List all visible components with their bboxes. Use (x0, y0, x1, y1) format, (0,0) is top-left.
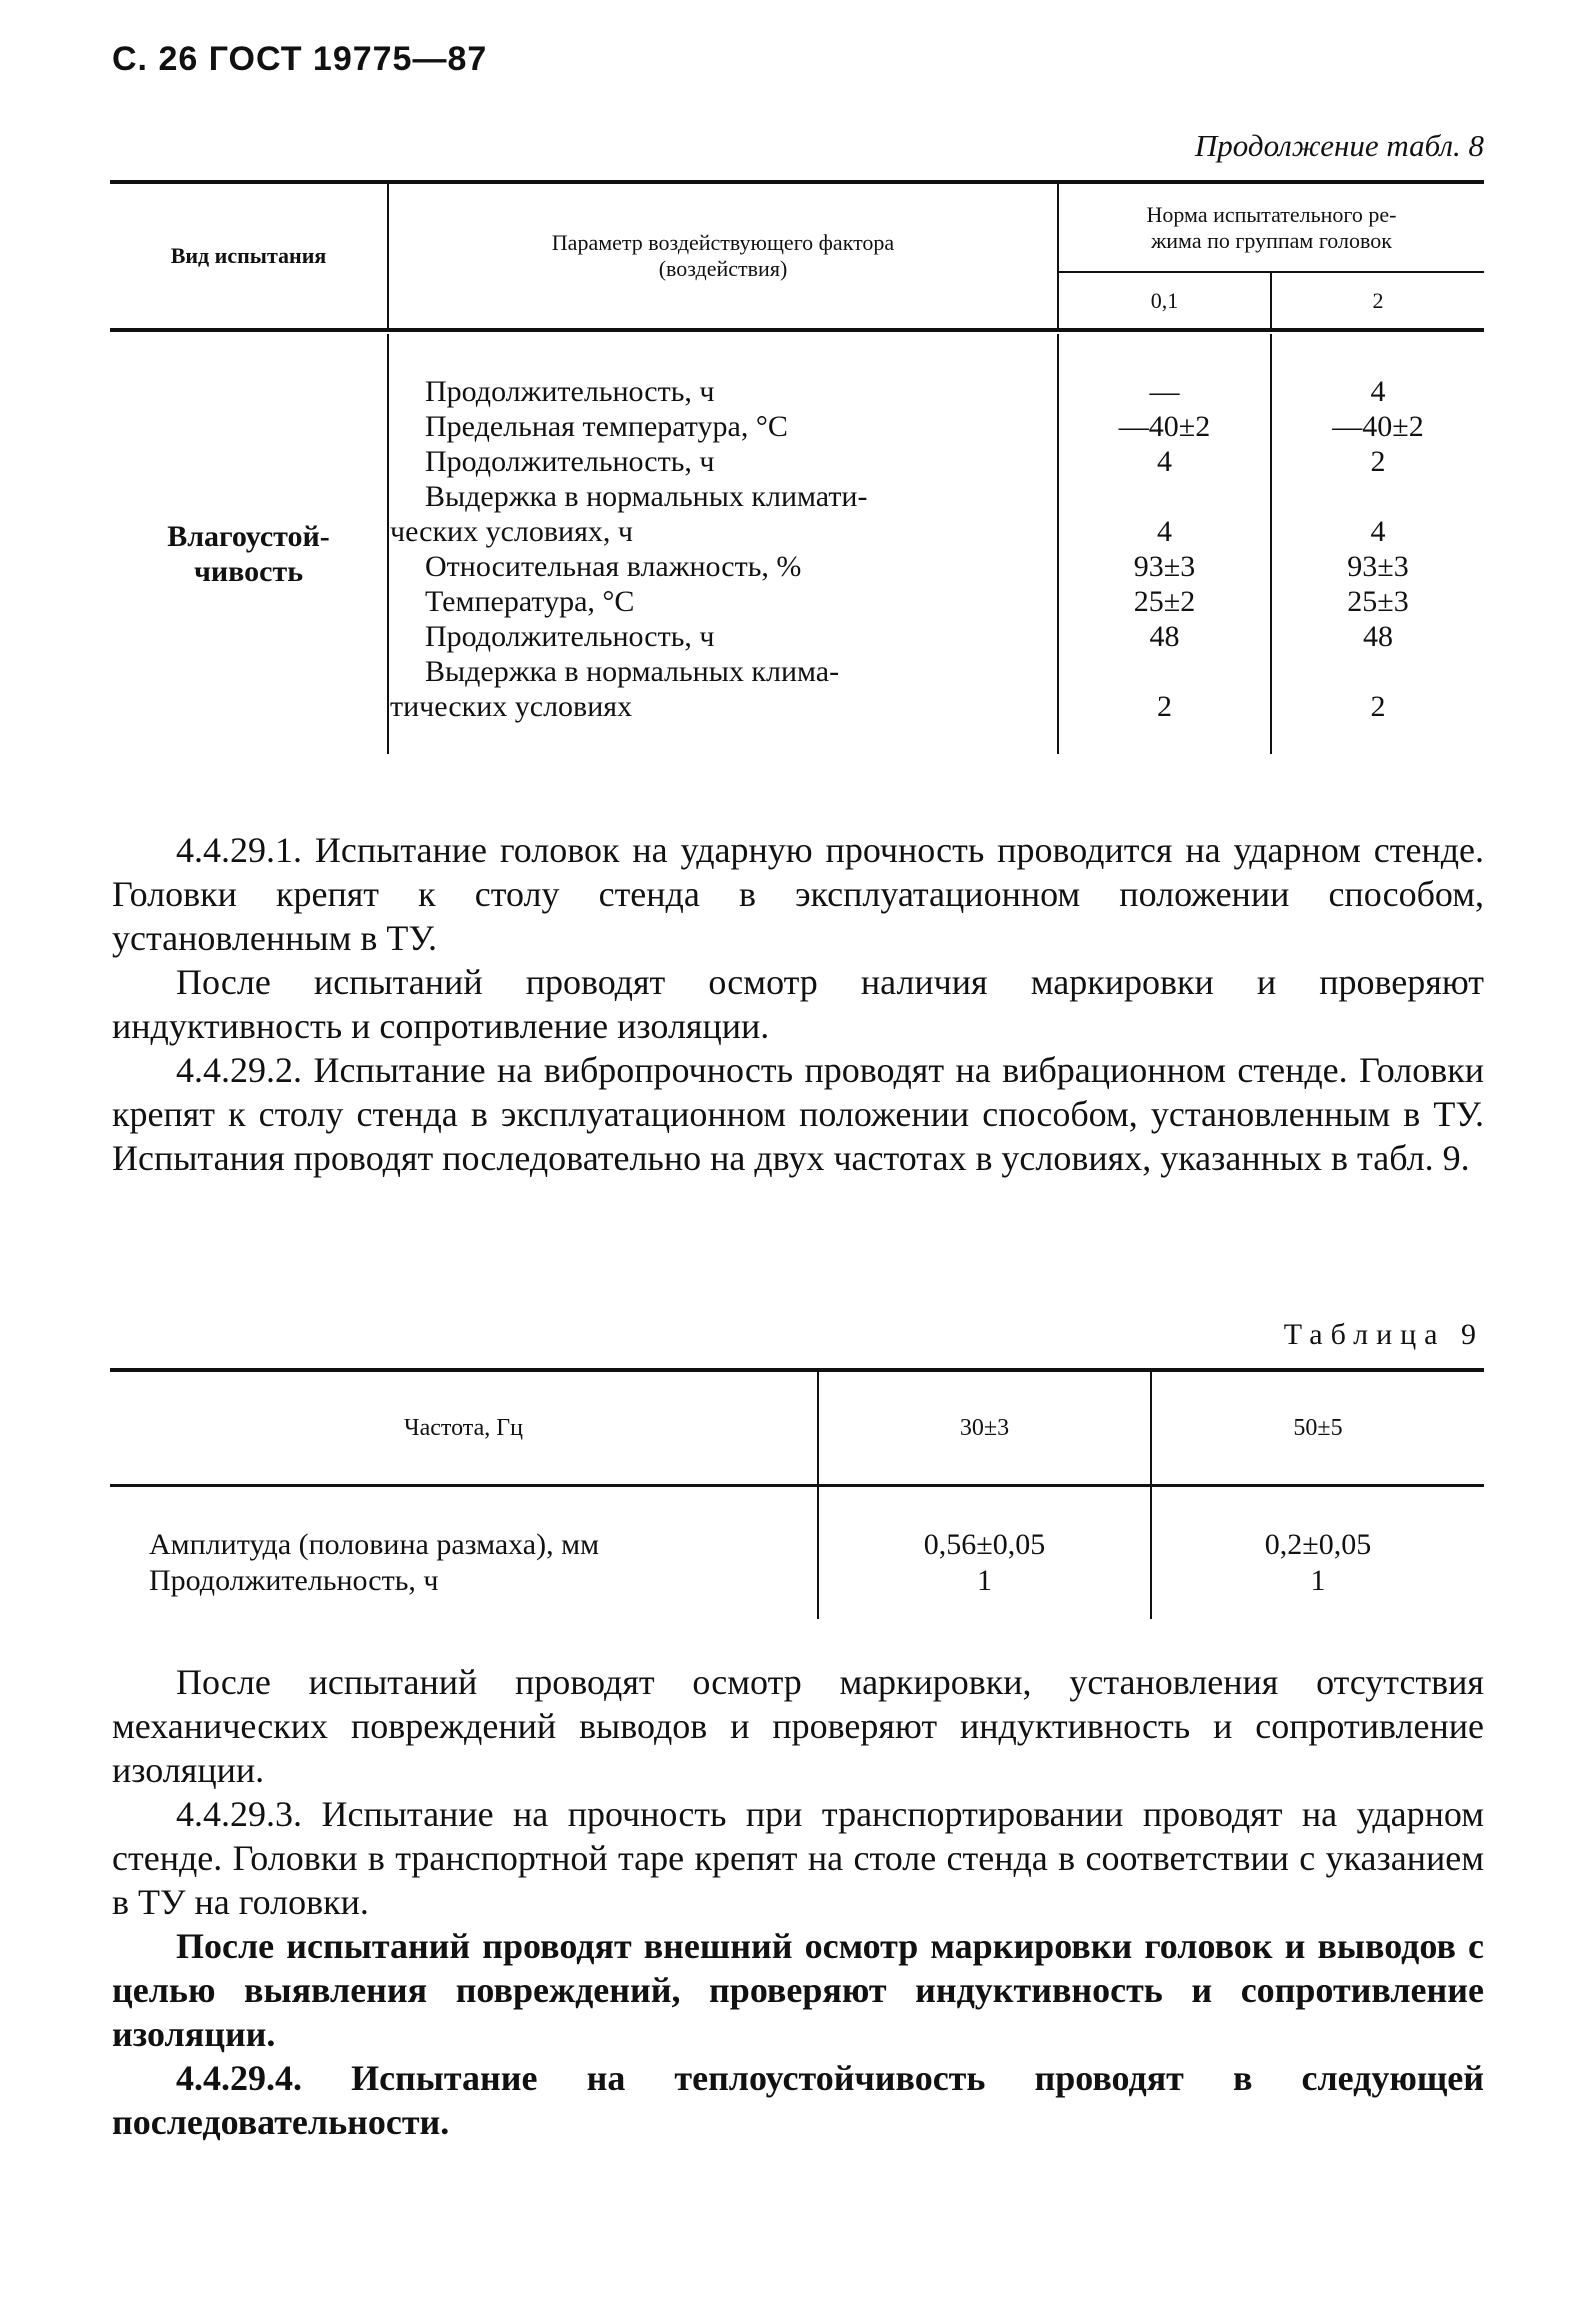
value-cell: 2 (1157, 690, 1172, 723)
header-freq-30: 30±3 (818, 1370, 1151, 1486)
param-line: Выдержка в нормальных клима- (425, 655, 840, 688)
value-cell: 25±2 (1133, 585, 1196, 618)
table-9-freq-30-values (818, 1486, 1151, 1620)
value-cell: 4 (1157, 515, 1172, 548)
header-parameter (388, 182, 1058, 330)
paragraph: 4.4.29.4. Испытание на теплоустойчивость проводят в следующей последовательности. (112, 2058, 1484, 2142)
page-header: С. 26 ГОСТ 19775—87 (112, 40, 488, 78)
value-cell: 48 (1363, 620, 1393, 653)
paragraph: 4.4.29.1. Испытание головок на ударную прочность проводится на ударном стенде. Головки крепят к столу стенда в эксплуатационном положении способом, установленным в ТУ. (112, 830, 1484, 958)
value-cell (1060, 654, 1269, 689)
param-line: Продолжительность, ч (425, 445, 715, 478)
header-group-01: 0,1 (1058, 272, 1271, 330)
duration-label: Продолжительность, ч (149, 1564, 439, 1597)
group-01-values (1058, 334, 1271, 754)
test-type-line2: чивость (193, 554, 304, 588)
test-type-cell (110, 334, 388, 754)
duration-50-value: 1 (1310, 1564, 1326, 1597)
header-norm-line2: жима по группам головок (1151, 227, 1392, 253)
parameter-column (388, 334, 1058, 754)
param-line: ческих условиях, ч (390, 515, 633, 548)
value-cell: 2 (1370, 445, 1386, 478)
table-8 (110, 180, 1484, 754)
text-section-b (112, 1660, 1484, 2144)
amplitude-30-value: 0,56±0,05 (923, 1528, 1046, 1561)
amplitude-50-value: 0,2±0,05 (1264, 1528, 1372, 1561)
value-cell: —40±2 (1332, 410, 1424, 443)
duration-30-value: 1 (977, 1564, 992, 1597)
param-line: тических условиях (390, 690, 633, 723)
header-test-type: Вид испытания (110, 182, 388, 330)
value-cell: 4 (1157, 445, 1172, 478)
paragraph: После испытаний проводят осмотр маркировки, установления отсутствия механических повреждений выводов и проверяют индуктивность и сопротивление изоляции. (112, 1662, 1484, 1790)
continuation-note: Продолжение табл. 8 (1194, 128, 1484, 163)
group-2-values (1271, 334, 1484, 754)
param-line: Выдержка в нормальных климати- (425, 480, 868, 513)
value-cell: 4 (1370, 375, 1386, 408)
value-cell (1273, 479, 1483, 514)
header-norm (1058, 182, 1484, 272)
value-cell: 93±3 (1347, 550, 1409, 583)
value-cell (1060, 479, 1269, 514)
header-freq-50: 50±5 (1151, 1370, 1484, 1486)
value-cell: 4 (1370, 515, 1386, 548)
value-cell (1273, 654, 1483, 689)
table-9-freq-50-values (1151, 1486, 1484, 1620)
table-9-labels (110, 1486, 818, 1620)
param-line: Относительная влажность, % (425, 550, 802, 583)
table-9 (110, 1368, 1484, 1619)
paragraph: После испытаний проводят осмотр наличия маркировки и проверяют индуктивность и сопротивление изоляции. (112, 962, 1484, 1046)
value-cell: —40±2 (1118, 410, 1211, 443)
header-frequency: Частота, Гц (110, 1370, 818, 1486)
value-cell: 2 (1370, 690, 1386, 723)
paragraph: 4.4.29.3. Испытание на прочность при транспортировании проводят на ударном стенде. Головки в транспортной таре крепят на столе стенда в соответствии с указанием в ТУ на головки. (112, 1794, 1484, 1922)
param-line: Предельная температура, °С (425, 410, 788, 443)
param-line: Температура, °С (425, 585, 635, 618)
paragraph: После испытаний проводят внешний осмотр маркировки головок и выводов с целью выявления повреждений, проверяют индуктивность и сопротивление изоляции. (112, 1926, 1484, 2054)
value-cell: 25±3 (1347, 585, 1409, 618)
text-section-a (112, 828, 1484, 1180)
table-9-label: Таблица 9 (1283, 1318, 1484, 1351)
value-cell: — (1149, 375, 1180, 408)
param-line: Продолжительность, ч (425, 375, 715, 408)
value-cell: 93±3 (1133, 550, 1196, 583)
param-line: Продолжительность, ч (425, 620, 715, 653)
paragraph: 4.4.29.2. Испытание на вибропрочность проводят на вибрационном стенде. Головки крепят к столу стенда в эксплуатационном положении способом, установленным в ТУ. Испытания проводят последовательно на двух частотах в условиях, указанных в табл. 9. (112, 1050, 1484, 1178)
header-parameter-line1: Параметр воздействующего фактора (551, 230, 895, 255)
header-norm-line1: Норма испытательного ре- (1146, 201, 1397, 227)
amplitude-label: Амплитуда (половина размаха), мм (149, 1528, 600, 1561)
header-group-2: 2 (1271, 272, 1484, 330)
header-parameter-line2: (воздействия) (658, 256, 788, 281)
value-cell: 48 (1149, 620, 1180, 653)
test-type-line1: Влагоустой- (167, 519, 330, 553)
